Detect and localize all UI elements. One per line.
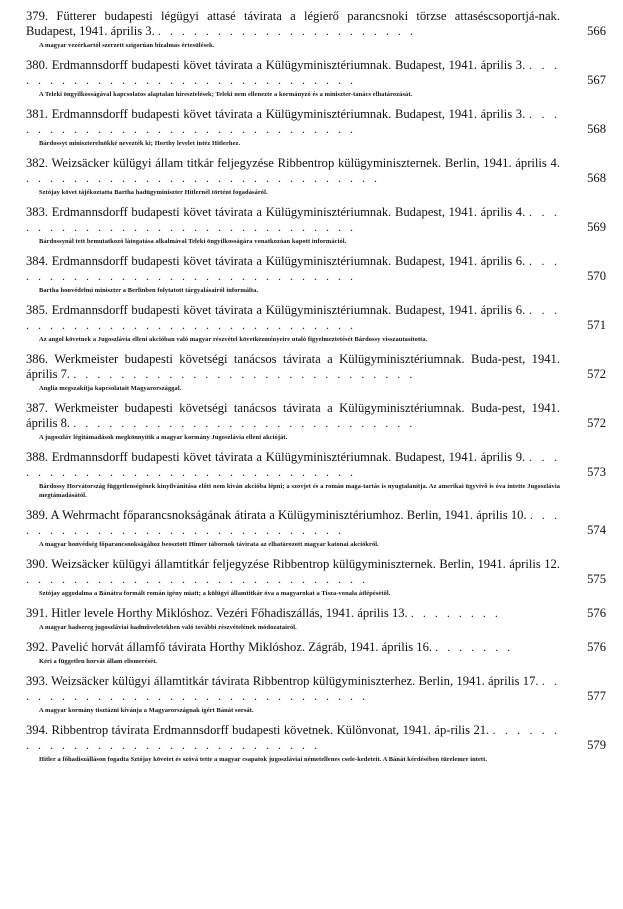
page-number: 568: [587, 171, 606, 185]
entry-summary: Anglia megszakítja kapcsolatait Magyarországgal.: [39, 385, 182, 392]
toc-entry: [26, 674, 606, 715]
page-number: 570: [587, 269, 606, 283]
page-number: 569: [587, 220, 606, 234]
toc-entry: [26, 156, 606, 197]
entry-summary: A magyar kormány tisztázni kívánja a Magyarországnak ígért Bánát sorsát.: [39, 707, 254, 714]
page-number: 573: [587, 465, 606, 479]
entry-summary: Bárdossy Horvátország függetlenségének kinyilvánítása előtt nem kíván akcióba lépni; a szovjet és a román maga-tartás is nyugtalanítja. Az amerikai ügyvivő is óva intette Jugoszlávia megtámadásától.: [39, 483, 560, 499]
entry-title: 388. Erdmannsdorff budapesti követ távirata a Külügyminisztériumnak. Budapest, 1941. április 9. . . . . . . . . . . . . . . . . . . . . . . . . . . . . . . . 573: [26, 450, 606, 479]
entry-summary: Sztójay aggodalma a Bánátra formált román igény miatt; a külügyi államtitkár óva a magyarokat a Tisza-vonala átlépésétől.: [39, 590, 391, 597]
toc-entry: [26, 352, 606, 393]
entry-summary: Hitler a főhadiszálláson fogadta Sztójay követet és szóvá tette a magyar csapatok jugoszláviai németellenes csele-kedeteit. A Bánát kérdésében türelemre intett.: [39, 756, 488, 763]
entry-title: 381. Erdmannsdorff budapesti követ távirata a Külügyminisztériumnak. Budapest, 1941. április 3. . . . . . . . . . . . . . . . . . . . . . . . . . . . . . . . 568: [26, 107, 606, 136]
page-number: 567: [587, 73, 606, 87]
entry-title: 394. Ribbentrop távirata Erdmannsdorff budapesti követnek. Különvonat, 1941. áp-rilis 21. . . . . . . . . . . . . . . . . . . . . . . . . . . . . . . . 579: [26, 723, 606, 752]
page-number: 575: [587, 572, 606, 586]
entry-title: 390. Weizsäcker külügyi államtitkár feljegyzése Ribbentrop külügyminiszternek. Berlin, 1941. április 12. . . . . . . . . . . . . . . . . . . . . . . . . . . . . . 575: [26, 557, 606, 586]
page-number: 576: [587, 640, 606, 654]
entry-title: 383. Erdmannsdorff budapesti követ távirata a Külügyminisztériumnak. Budapest, 1941. április 4. . . . . . . . . . . . . . . . . . . . . . . . . . . . . . . . 569: [26, 205, 606, 234]
entry-title: 387. Werkmeister budapesti követségi tanácsos távirata a Külügyminisztériumnak. Buda-pest, 1941. április 8. . . . . . . . . . . . . . . . . . . . . . . . . . . . . . 572: [26, 401, 606, 430]
page-number: 574: [587, 523, 606, 537]
toc-entry: [26, 450, 606, 500]
entry-summary: Bartha honvédelmi miniszter a Berlinben folytatott tárgyalásairól informálta.: [39, 287, 259, 294]
toc-entry: [26, 254, 606, 295]
entry-title: 389. A Wehrmacht főparancsnokságának átirata a Külügyminisztériumhoz. Berlin, 1941. április 10. . . . . . . . . . . . . . . . . . . . . . . . . . . . . . . 574: [26, 508, 606, 537]
entry-title: 385. Erdmannsdorff budapesti követ távirata a Külügyminisztériumnak. Budapest, 1941. április 6. . . . . . . . . . . . . . . . . . . . . . . . . . . . . . . . 571: [26, 303, 606, 332]
toc-entry: [26, 723, 606, 764]
page-number: 576: [587, 606, 606, 620]
page-number: 572: [587, 416, 606, 430]
toc-entry: [26, 107, 606, 148]
entry-summary: Sztójay követ tájékoztatta Bartha hadügyminiszter Hitlernél történt fogadásáról.: [39, 189, 268, 196]
entry-summary: A magyar hadsereg jugoszláviai hadműveletekben való további részvételének módozatairól.: [39, 624, 297, 631]
entry-summary: A magyar honvédség főparancsnokságához beosztott Himer tábornok távirata az elhatározott magyar katonai akciókról.: [39, 541, 379, 548]
entry-title: 393. Weizsäcker külügyi államtitkár távirata Ribbentrop külügyminiszterhez. Berlin, 1941. április 17. . . . . . . . . . . . . . . . . . . . . . . . . . . . . . . . 577: [26, 674, 606, 703]
entry-title: 386. Werkmeister budapesti követségi tanácsos távirata a Külügyminisztériumnak. Buda-pest, 1941. április 7. . . . . . . . . . . . . . . . . . . . . . . . . . . . . . 572: [26, 352, 606, 381]
page-number: 577: [587, 689, 606, 703]
page-number: 571: [587, 318, 606, 332]
page-number: 568: [587, 122, 606, 136]
toc-entry: [26, 9, 606, 50]
entry-title: 382. Weizsäcker külügyi állam titkár feljegyzése Ribbentrop külügyminiszternek. Berlin, 1941. április 4. . . . . . . . . . . . . . . . . . . . . . . . . . . . . . . 568: [26, 156, 606, 185]
entry-title: 392. Pavelić horvát államfő távirata Horthy Miklóshoz. Zágráb, 1941. április 16. . . . . . . . 576: [26, 640, 606, 654]
entry-title: 380. Erdmannsdorff budapesti követ távirata a Külügyminisztériumnak. Budapest, 1941. április 3. . . . . . . . . . . . . . . . . . . . . . . . . . . . . . . . 567: [26, 58, 606, 87]
toc-entry: [26, 640, 606, 666]
toc-entry: [26, 557, 606, 598]
entry-summary: Bárdossyt miniszterelnökké nevezték ki; Horthy levelet intéz Hitlerhez.: [39, 140, 241, 147]
entry-summary: A magyar vezérkartól szerzett szigorúan bizalmas értesülések.: [39, 42, 215, 49]
entry-summary: A jugoszláv légitámadások megkönnyítik a magyar kormány Jugoszlávia elleni akcióját.: [39, 434, 288, 441]
toc-entry: [26, 205, 606, 246]
page-number: 579: [587, 738, 606, 752]
entry-summary: Kéri a független horvát állam elismerését.: [39, 658, 158, 665]
entry-title: 379. Fütterer budapesti légügyi attasé távirata a légierő parancsnoki törzse attaséscsoportjá-nak. Budapest, 1941. április 3. . . . . . . . . . . . . . . . . . . . . . . 566: [26, 9, 606, 38]
entry-summary: Az angol követnek a Jugoszlávia elleni akcióban való magyar részvétel következményeire utaló figyelmeztetését Bárdossy visszautasította.: [39, 336, 428, 343]
toc-entry: [26, 606, 606, 632]
table-of-contents: [26, 9, 606, 772]
toc-entry: [26, 508, 606, 549]
entry-title: 384. Erdmannsdorff budapesti követ távirata a Külügyminisztériumnak. Budapest, 1941. április 6. . . . . . . . . . . . . . . . . . . . . . . . . . . . . . . . 570: [26, 254, 606, 283]
entry-summary: A Teleki öngyilkosságával kapcsolatos alaptalan híresztelések; Teleki nem ellenezte a kormányzó és a miniszter-tanács elhatározását.: [39, 91, 413, 98]
toc-entry: [26, 401, 606, 442]
toc-entry: [26, 58, 606, 99]
entry-title: 391. Hitler levele Horthy Miklóshoz. Vezéri Főhadiszállás, 1941. április 13. . . . . . . . . 576: [26, 606, 606, 620]
page-number: 572: [587, 367, 606, 381]
toc-entry: [26, 303, 606, 344]
entry-summary: Bárdossynál tett bemutatkozó látogatása alkalmával Teleki öngyilkosságára vonatkozóan kapott információl.: [39, 238, 347, 245]
page-number: 566: [587, 24, 606, 38]
